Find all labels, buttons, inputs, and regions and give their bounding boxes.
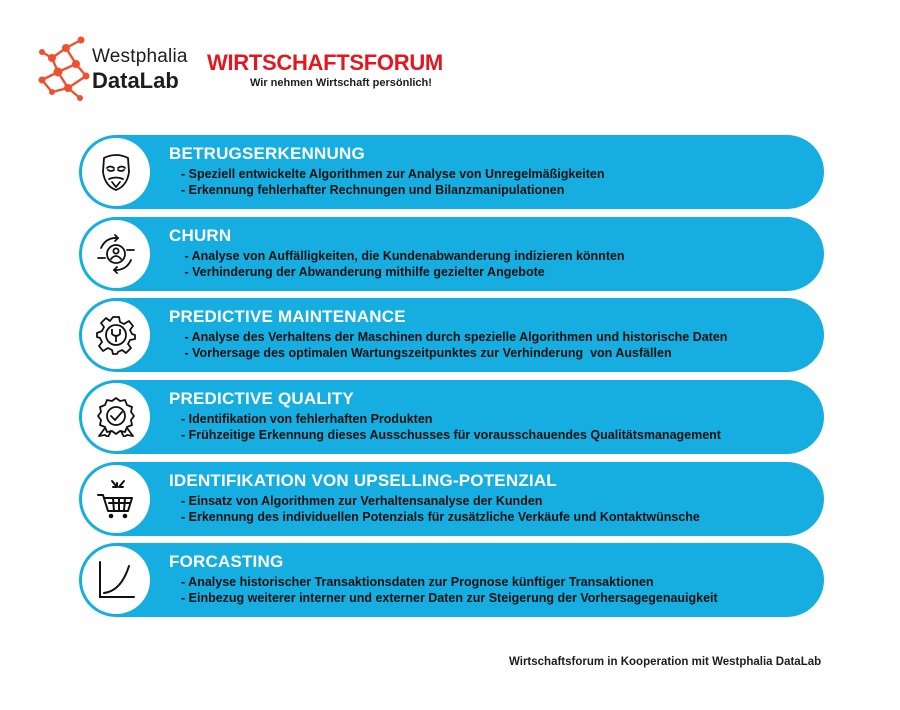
quality-badge-icon (96, 397, 136, 437)
item-line: - Erkennung fehlerhafter Rechnungen und Bilanzmanipulationen (181, 183, 565, 197)
item-line: - Vorhersage des optimalen Wartungszeitpunktes zur Verhinderung von Ausfällen (181, 346, 672, 360)
item-betrugserkennung (79, 135, 824, 209)
datalab-text: DataLab (92, 68, 179, 93)
item-forcasting (79, 543, 824, 617)
item-line: - Analyse historischer Transaktionsdaten zur Prognose künftiger Transaktionen (181, 575, 654, 589)
westphalia-datalab-logo (36, 34, 186, 104)
item-line: - Einbezug weiterer interner und externer Daten zur Steigerung der Vorhersagegenauigkeit (181, 591, 718, 605)
item-line: - Verhinderung der Abwanderung mithilfe gezielter Angebote (181, 265, 545, 279)
wirtschaftsforum-logo-title: WIRTSCHAFTSFORUM (207, 50, 443, 75)
item-title: IDENTIFIKATION VON UPSELLING-POTENZIAL (169, 471, 557, 490)
item-line: - Identifikation von fehlerhaften Produkten (181, 412, 433, 426)
item-line: - Frühzeitige Erkennung dieses Ausschusses für vorausschauendes Qualitätsmanagement (181, 428, 721, 442)
item-title: CHURN (169, 226, 232, 245)
icon-circle (82, 301, 150, 369)
westphalia-text: Westphalia (92, 46, 188, 67)
item-title: BETRUGSERKENNUNG (169, 144, 365, 163)
item-line: - Einsatz von Algorithmen zur Verhaltensanalyse der Kunden (181, 494, 543, 508)
item-title: FORCASTING (169, 552, 284, 571)
item-upselling (79, 462, 824, 536)
item-title: PREDICTIVE QUALITY (169, 389, 354, 408)
item-line: - Analyse von Auffälligkeiten, die Kundenabwanderung indizieren könnten (181, 249, 625, 263)
item-line: - Speziell entwickelte Algorithmen zur Analyse von Unregelmäßigkeiten (181, 167, 605, 181)
wirtschaftsforum-slogan: Wir nehmen Wirtschaft persönlich! (250, 77, 432, 89)
icon-circle (82, 220, 150, 288)
network-logo-icon (36, 34, 96, 104)
icon-circle (82, 546, 150, 614)
item-predictive-quality (79, 380, 824, 454)
item-title: PREDICTIVE MAINTENANCE (169, 307, 406, 326)
icon-circle (82, 383, 150, 451)
item-line: - Analyse des Verhaltens der Maschinen durch spezielle Algorithmen und historische Daten (181, 330, 728, 344)
mask-icon (96, 152, 136, 192)
item-predictive-maintenance (79, 298, 824, 372)
shopping-cart-icon (96, 479, 136, 519)
growth-chart-icon (96, 560, 136, 600)
icon-circle (82, 465, 150, 533)
footer-credit: Wirtschaftsforum in Kooperation mit Westphalia DataLab (509, 656, 822, 668)
item-churn (79, 217, 824, 291)
gear-wrench-icon (96, 315, 136, 355)
icon-circle (82, 138, 150, 206)
item-line: - Erkennung des individuellen Potenzials für zusätzliche Verkäufe und Kontaktwünsche (181, 510, 700, 524)
customer-cycle-icon (96, 234, 136, 274)
